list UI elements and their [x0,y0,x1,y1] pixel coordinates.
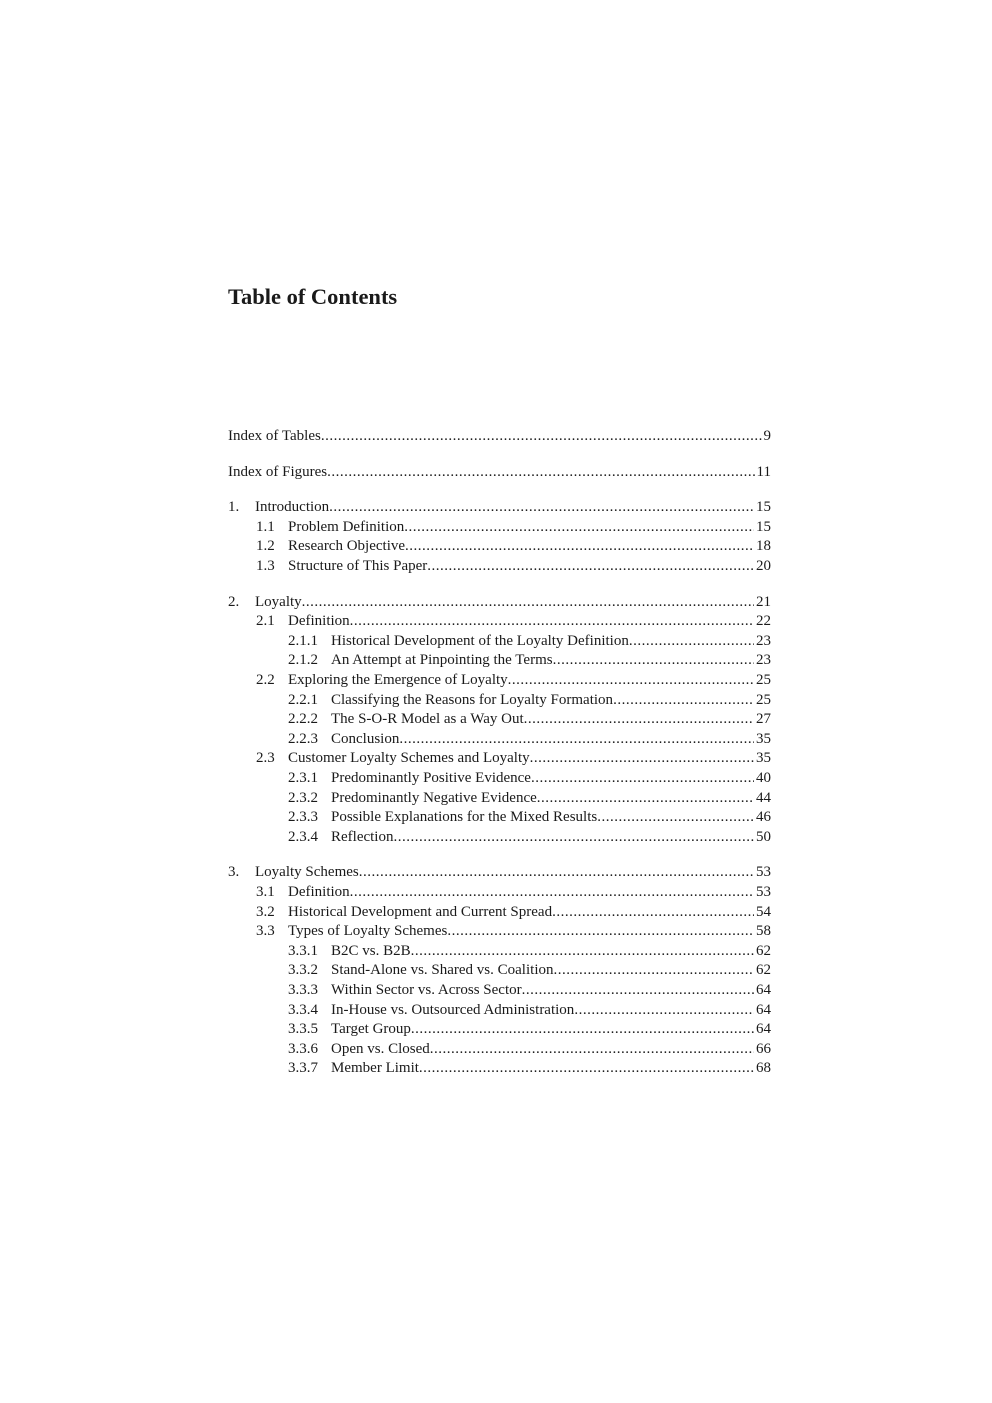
toc-entry[interactable] [228,882,771,902]
toc-entry[interactable] [228,709,771,729]
toc-entry[interactable] [228,592,771,612]
toc-entry-title: Definition [288,613,350,630]
toc-entry-title: Historical Development of the Loyalty Definition [331,632,629,649]
toc-entry-page: 27 [756,711,771,728]
toc-entry-number: 2.2.1 [288,691,318,708]
toc-entry-page: 23 [756,652,771,669]
toc-entry[interactable] [228,921,771,941]
toc-entry-title: Customer Loyalty Schemes and Loyalty [288,750,530,767]
toc-entry-number: 3. [228,864,240,881]
toc-entry-number: 2.1.2 [288,652,318,669]
dot-leader [393,827,754,847]
toc-entry-page: 44 [756,789,771,806]
toc-entry-title: Reflection [331,828,394,845]
toc-entry-number: 3.3.7 [288,1060,318,1077]
toc-entry-title: Research Objective [288,538,406,555]
toc-entry[interactable] [228,862,771,882]
toc-entry[interactable] [228,670,771,690]
toc-entry-page: 21 [756,593,771,610]
toc-entry-page: 9 [763,428,771,444]
toc-entry-title: Definition [288,884,350,900]
toc-entry[interactable] [228,941,771,961]
toc-entry-title: Structure of This Paper [288,558,428,574]
toc-entry-page: 53 [756,884,771,900]
toc-entry[interactable] [228,536,771,556]
toc-entry-number: 2.3.4 [288,828,318,845]
dot-leader [399,729,754,749]
toc-entry-title: Open vs. Closed [331,1040,430,1057]
toc-entry-number: 2.2 [256,672,275,688]
dot-leader [405,536,754,556]
dot-leader [553,650,754,670]
toc-entry-page: 25 [756,691,771,708]
toc-entry[interactable] [228,807,771,827]
dot-leader [430,1039,754,1059]
toc-entry-page: 18 [756,538,771,555]
toc-entry-page: 20 [756,558,771,574]
toc-entry-title: Within Sector vs. Across Sector [331,982,522,998]
toc-entry-number: 1. [228,499,240,516]
toc-entry-page: 23 [756,632,771,649]
toc-entry-title: In-House vs. Outsourced Administration [331,1001,575,1018]
dot-leader [321,426,762,446]
toc-entry-page: 50 [756,828,771,845]
toc-entry-number: 3.3.1 [288,942,318,959]
toc-entry-page: 11 [756,463,771,480]
toc-entry-title: Index of Tables [228,428,321,444]
toc-entry-number: 3.3.3 [288,982,318,998]
dot-leader [531,768,754,788]
toc-entry-page: 46 [756,809,771,826]
toc-entry-title: Loyalty [255,593,302,610]
dot-leader [350,882,754,902]
toc-entry-title: Problem Definition [288,518,405,535]
toc-entry-number: 2.1 [256,613,275,630]
toc-entry[interactable] [228,729,771,749]
dot-leader [359,862,754,882]
toc-entry-page: 64 [756,982,771,998]
toc-entry-page: 54 [756,903,771,920]
toc-entry-number: 2.2.3 [288,730,318,747]
dot-leader [508,670,754,690]
dot-leader [613,690,754,710]
toc-entry[interactable] [228,1019,771,1039]
toc-entry-title: Stand-Alone vs. Shared vs. Coalition [331,962,554,979]
toc-entry-number: 3.1 [256,884,275,900]
toc-entry-title: Conclusion [331,730,400,747]
dot-leader [427,556,754,576]
toc-entry-page: 53 [756,864,771,881]
toc-entry-title: Index of Figures [228,463,328,480]
toc-entry-page: 58 [756,923,771,940]
toc-entry-number: 1.1 [256,518,275,535]
toc-entry-number: 3.3.2 [288,962,318,979]
toc-entry-number: 3.3.4 [288,1001,318,1018]
dot-leader [553,960,754,980]
toc-entry[interactable] [228,768,771,788]
toc-entry-number: 3.3 [256,923,275,940]
toc-entry[interactable] [228,650,771,670]
toc-entry-title: The S-O-R Model as a Way Out [331,711,524,728]
toc-entry[interactable] [228,611,771,631]
toc-entry[interactable] [228,517,771,537]
toc-entry-number: 3.3.6 [288,1040,318,1057]
toc-entry-page: 40 [756,770,771,786]
toc-entry[interactable] [228,902,771,922]
toc-entry-number: 1.3 [256,558,275,574]
toc-entry-page: 15 [756,518,771,535]
dot-leader [574,1000,754,1020]
dot-leader [350,611,754,631]
dot-leader [327,462,754,482]
toc-entry[interactable] [228,497,771,517]
toc-entry-number: 2. [228,593,240,610]
toc-entry-page: 62 [756,962,771,979]
toc-entry-title: B2C vs. B2B [331,942,411,959]
toc-entry-title: An Attempt at Pinpointing the Terms [331,652,553,669]
page-title: Table of Contents [228,284,398,309]
toc-entry[interactable] [228,960,771,980]
toc-entry-page: 64 [756,1001,771,1018]
toc-entry-page: 35 [756,730,771,747]
toc-entry[interactable] [228,1000,771,1020]
toc-entry-page: 22 [756,613,771,630]
toc-entry-page: 64 [756,1021,771,1038]
dot-leader [302,592,754,612]
dot-leader [552,902,754,922]
toc-entry-page: 68 [756,1060,771,1077]
dot-leader [411,941,754,961]
dot-leader [411,1019,754,1039]
toc-entry-page: 15 [756,499,771,516]
toc-entry-page: 62 [756,942,771,959]
toc-entry-title: Member Limit [331,1060,419,1077]
toc-entry-title: Exploring the Emergence of Loyalty [288,672,508,688]
dot-leader [530,748,754,768]
toc-entry[interactable] [228,1039,771,1059]
dot-leader [597,807,754,827]
toc-entry-number: 3.2 [256,903,275,920]
toc-entry-page: 35 [756,750,771,767]
toc-entry-title: Introduction [255,499,330,516]
toc-entry-number: 2.1.1 [288,632,318,649]
toc-entry[interactable] [228,690,771,710]
toc-entry-title: Historical Development and Current Spread [288,903,553,920]
toc-entry-number: 2.3.1 [288,770,318,786]
toc-entry-title: Possible Explanations for the Mixed Results [331,809,598,826]
toc-entry-title: Types of Loyalty Schemes [288,923,448,940]
toc-entry-title: Loyalty Schemes [255,864,359,881]
toc-entry-number: 2.3 [256,750,275,767]
toc-entry[interactable] [228,827,771,847]
toc-entry-page: 66 [756,1040,771,1057]
toc-entry-number: 2.3.3 [288,809,318,826]
toc-entry[interactable] [228,631,771,651]
toc-entry[interactable] [228,980,771,1000]
toc-entry-number: 2.3.2 [288,789,318,806]
dot-leader [404,517,754,537]
toc-entry-number: 1.2 [256,538,275,555]
toc-entry-title: Predominantly Negative Evidence [331,789,537,806]
dot-leader [522,980,754,1000]
toc-entry-page: 25 [756,672,771,688]
toc-entry-title: Predominantly Positive Evidence [331,770,531,786]
toc-entry[interactable] [228,556,771,576]
toc-entry-title: Classifying the Reasons for Loyalty Formation [331,691,614,708]
toc-entry-number: 3.3.5 [288,1021,318,1038]
dot-leader [524,709,754,729]
toc-entry-number: 2.2.2 [288,711,318,728]
toc-entry[interactable] [228,748,771,768]
toc-entry[interactable] [228,1058,771,1078]
dot-leader [629,631,754,651]
dot-leader [447,921,754,941]
dot-leader [329,497,754,517]
toc-entry[interactable] [228,788,771,808]
toc-entry-title: Target Group [331,1021,411,1038]
dot-leader [419,1058,754,1078]
toc-entry[interactable] [228,426,771,446]
toc-entry[interactable] [228,462,771,482]
dot-leader [537,788,754,808]
